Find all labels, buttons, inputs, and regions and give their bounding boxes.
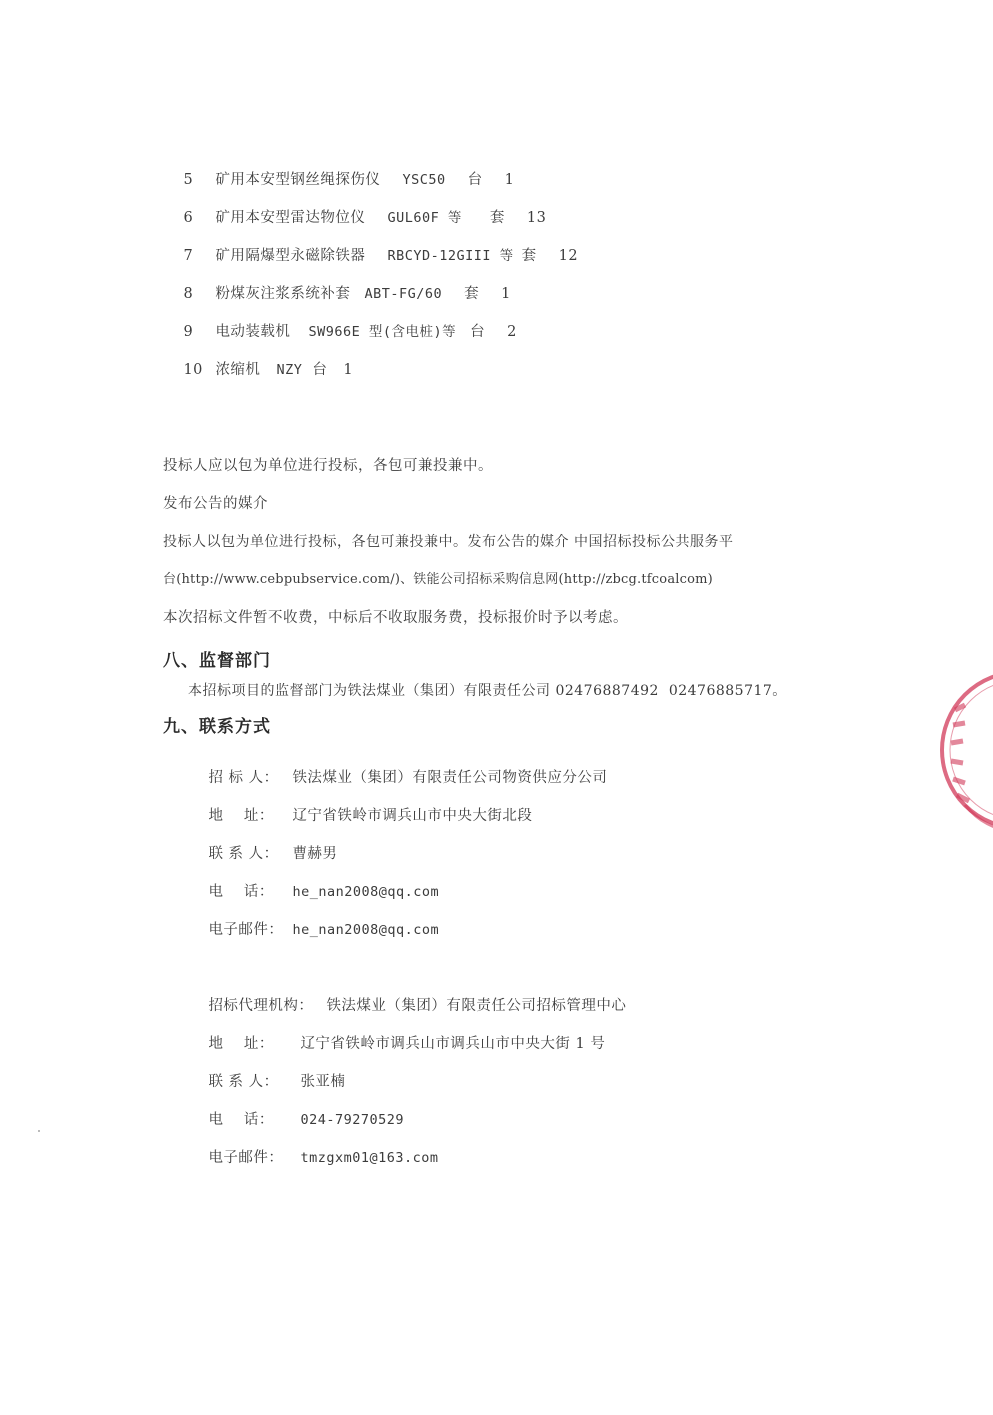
list-item: 6 矿用本安型雷达物位仪 GUL60F 等 套 13 [183, 210, 547, 226]
media-urls: 台(http://www.cebpubservice.com/)、铁能公司招标采购信息网(http://zbcg.tfcoalcom) [163, 572, 713, 587]
list-item: 8 粉煤灰注浆系统补套 ABT-FG/60 套 1 [183, 286, 511, 302]
field-value: 曹赫男 [292, 846, 338, 862]
field-value: 024-79270529 [300, 1112, 404, 1128]
field-value: 张亚楠 [300, 1074, 346, 1090]
field-value: 铁法煤业（集团）有限责任公司物资供应分公司 [292, 770, 608, 786]
field-label: 地 址： [208, 1036, 274, 1052]
media-heading: 发布公告的媒介 [163, 496, 268, 512]
list-item: 5 矿用本安型钢丝绳探伤仪 YSC50 台 1 [183, 172, 515, 188]
field-label: 电 话： [208, 884, 274, 900]
field-label: 电 话： [208, 1112, 274, 1128]
section-heading-supervision: 八、监督部门 [163, 651, 271, 671]
field-label: 联 系 人： [208, 846, 279, 862]
field-value: 辽宁省铁岭市调兵山市中央大街北段 [292, 808, 533, 824]
field-label: 联 系 人： [208, 1074, 279, 1090]
field-value: he_nan2008@qq.com [292, 884, 440, 900]
field-label: 电子邮件： [208, 1150, 284, 1166]
scan-speck [38, 1130, 40, 1132]
media-note: 投标人以包为单位进行投标，各包可兼投兼中。发布公告的媒介 中国招标投标公共服务平 [163, 534, 734, 550]
field-label: 地 址： [208, 808, 274, 824]
seal-stamp-icon [925, 655, 993, 845]
tenderer-email [188, 903, 439, 957]
field-value: tmzgxm01@163.com [300, 1150, 439, 1166]
field-label: 电子邮件： [208, 922, 284, 938]
field-label: 招 标 人： [208, 770, 279, 786]
section-heading-contact: 九、联系方式 [163, 717, 271, 737]
list-item: 9 电动装载机 SW966E 型(含电桩)等 台 2 [183, 324, 517, 340]
supervision-text: 本招标项目的监督部门为铁法煤业（集团）有限责任公司 02476887492 02476885717。 [188, 683, 787, 699]
field-value: he_nan2008@qq.com [292, 922, 440, 938]
list-item: 7 矿用隔爆型永磁除铁器 RBCYD-12GIII 等 套 12 [183, 248, 579, 264]
agency-email [188, 1131, 438, 1185]
bid-note: 投标人应以包为单位进行投标，各包可兼投兼中。 [163, 458, 493, 474]
field-value: 铁法煤业（集团）有限责任公司招标管理中心 [326, 998, 627, 1014]
list-item: 10 浓缩机 NZY 台 1 [183, 362, 354, 378]
field-value: 辽宁省铁岭市调兵山市调兵山市中央大街 1 号 [300, 1036, 606, 1052]
fee-note: 本次招标文件暂不收费，中标后不收取服务费，投标报价时予以考虑。 [163, 610, 628, 626]
field-label: 招标代理机构： [208, 998, 314, 1014]
